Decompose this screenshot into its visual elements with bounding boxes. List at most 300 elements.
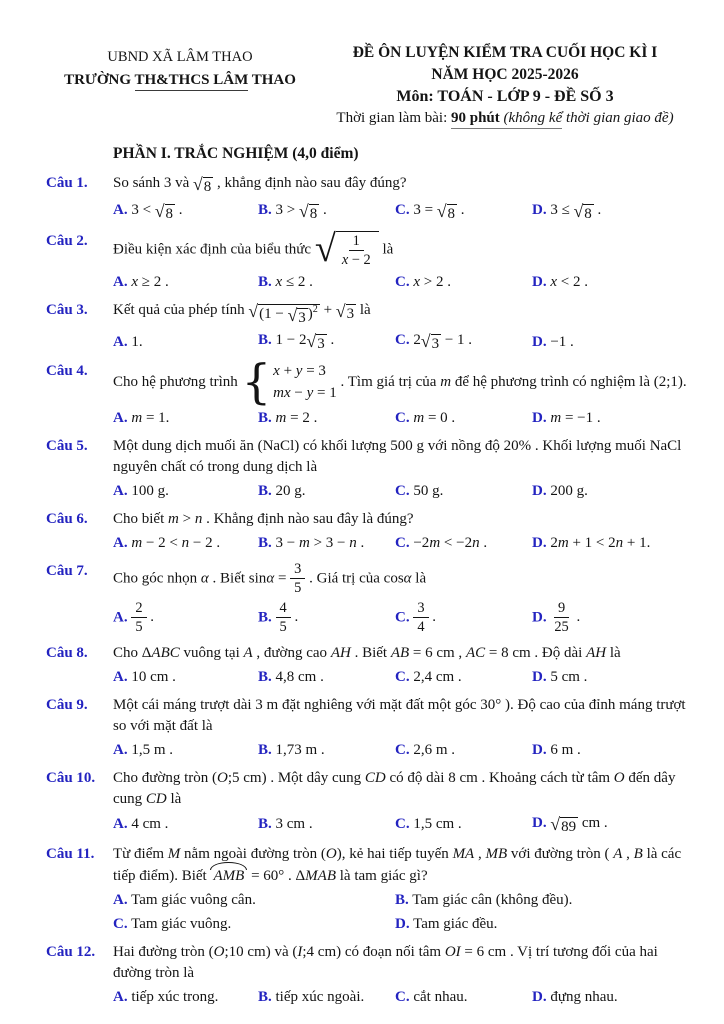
question-label: Câu 3. <box>46 301 88 318</box>
option-text: x ≥ 2 . <box>131 273 169 290</box>
question-row <box>46 173 696 197</box>
time-duration: 90 phút <box>451 110 500 126</box>
option-text: tiếp xúc ngoài. <box>275 988 365 1005</box>
option-letter: A. <box>113 333 128 350</box>
option <box>113 667 258 688</box>
option <box>395 330 532 354</box>
option-letter: B. <box>395 891 409 908</box>
option-letter: B. <box>258 988 272 1005</box>
option <box>113 814 258 835</box>
radical-sign-icon: √ <box>193 174 203 194</box>
option <box>113 272 258 293</box>
option-letter: B. <box>258 273 272 290</box>
radical-sign-icon: √ <box>248 300 259 321</box>
option-letter: B. <box>258 668 272 685</box>
option <box>532 200 696 224</box>
radical-sign-icon: √ <box>298 200 309 221</box>
math-variable: AC <box>465 644 486 661</box>
numerator: 9 <box>554 600 569 619</box>
math-variable: mx <box>273 384 291 401</box>
option-letter: C. <box>395 668 410 685</box>
option-letter: D. <box>532 741 547 758</box>
radicand <box>336 231 379 269</box>
option-text: 4 cm . <box>131 816 169 833</box>
question-label: Câu 2. <box>46 232 88 249</box>
math-variable: O <box>325 845 337 862</box>
option-letter: C. <box>395 534 410 551</box>
option-letter: B. <box>258 816 272 833</box>
system-row: x + y = 3 <box>273 363 326 380</box>
option-text: x ≤ 2 . <box>275 273 313 290</box>
question-text: So sánh 3 và √ 8 , khẳng định nào sau đây đúng? <box>113 174 407 195</box>
question <box>46 173 696 224</box>
option-letter: D. <box>532 273 547 290</box>
system-rows <box>271 361 337 405</box>
radicand: 8 <box>447 205 456 222</box>
math-variable: OI <box>444 943 461 960</box>
numerator: 4 <box>276 600 291 619</box>
brace-icon: { <box>241 354 272 409</box>
radical-sign-icon: √ <box>314 227 336 270</box>
section-title: PHẦN I. TRẮC NGHIỆM (4,0 điểm) <box>113 145 359 162</box>
fraction <box>413 600 428 636</box>
question-label: Câu 7. <box>46 562 88 579</box>
option-letter: D. <box>532 201 547 218</box>
option-text: x < 2 . <box>550 273 588 290</box>
question-row <box>46 561 696 597</box>
radical-sign-icon: √ <box>420 331 431 352</box>
option-text: 1,5 cm . <box>413 816 462 833</box>
option-letter: D. <box>532 988 547 1005</box>
math-variable: m <box>131 409 143 426</box>
option-text: m = −1 . <box>550 409 601 426</box>
math-variable: MAB <box>305 867 336 884</box>
option-letter: B. <box>258 409 272 426</box>
school-name-pre: TRƯỜNG <box>64 72 135 88</box>
question <box>46 942 696 1008</box>
square-root <box>154 200 175 224</box>
math-variable: O <box>613 769 625 786</box>
fraction <box>276 600 291 636</box>
denominator: 5 <box>279 619 287 636</box>
radical-sign-icon: √ <box>550 813 561 834</box>
option <box>395 914 696 935</box>
radical-sign-icon: √ <box>335 300 346 321</box>
question-text: Cho biết m > n . Khẳng định nào sau đây là đúng? <box>113 510 414 527</box>
question-row <box>46 768 696 810</box>
option-text: 6 m . <box>550 741 581 758</box>
question-row <box>46 942 696 984</box>
radical-sign-icon: √ <box>154 200 165 221</box>
radicand: 3 <box>298 309 306 326</box>
option-text: Tam giác cân (không đều). <box>412 891 573 908</box>
square-root <box>298 200 319 224</box>
math-variable: M <box>167 845 181 862</box>
math-variable: I <box>297 943 303 960</box>
math-variable: n <box>194 510 203 527</box>
math-variable: m <box>440 374 452 391</box>
options-grid <box>113 813 696 837</box>
math-variable: n <box>181 534 190 551</box>
square-root <box>436 200 457 224</box>
option <box>113 200 258 224</box>
option <box>258 272 395 293</box>
question-label: Câu 1. <box>46 175 88 191</box>
question-text: Cho ΔABC vuông tại A , đường cao AH . Biết AB = 6 cm , AC = 8 cm . Độ dài AH là <box>113 644 621 661</box>
math-variable: AH <box>586 644 607 661</box>
option-letter: A. <box>113 482 128 499</box>
fraction <box>131 600 146 636</box>
option-letter: C. <box>395 482 410 499</box>
org-name: UBND XÃ LÂM THAO <box>107 49 253 65</box>
option <box>258 740 395 761</box>
option <box>532 667 696 688</box>
option-letter: B. <box>258 741 272 758</box>
option <box>395 890 696 911</box>
option-letter: C. <box>395 609 410 626</box>
option-text: 4,8 cm . <box>275 668 324 685</box>
square-root <box>573 200 594 224</box>
radicand: 8 <box>309 205 318 222</box>
header-left <box>46 42 314 130</box>
question-text: Từ điểm M nằm ngoài đường tròn (O), kẻ hai tiếp tuyến MA , MB với đường tròn ( A , B là các tiếp điểm). Biết AMB = 60° . ΔMAB là tam giác gì? <box>113 844 696 887</box>
option <box>395 272 532 293</box>
option <box>113 533 258 554</box>
option <box>258 481 395 502</box>
options-grid <box>113 481 696 502</box>
option-letter: D. <box>532 814 547 831</box>
question <box>46 643 696 688</box>
options-grid <box>113 987 696 1008</box>
math-variable: AB <box>390 644 410 661</box>
math-variable: x <box>341 252 349 269</box>
option-letter: D. <box>532 668 547 685</box>
radicand: 8 <box>203 179 212 195</box>
option-letter: A. <box>113 988 128 1005</box>
question-text: Cho đường tròn (O;5 cm) . Một dây cung CD có độ dài 8 cm . Khoảng cách từ tâm O đến dây cung CD là <box>113 769 676 807</box>
math-variable: B <box>633 845 643 862</box>
option-text: 20 g. <box>275 482 306 499</box>
option <box>113 890 395 911</box>
option-letter: A. <box>113 741 128 758</box>
option-text: Tam giác vuông. <box>131 915 232 932</box>
fraction <box>550 600 572 636</box>
math-variable: AH <box>330 644 351 661</box>
numerator: 3 <box>413 600 428 619</box>
option-text: Tam giác đều. <box>413 915 498 932</box>
radicand: 89 <box>561 818 577 835</box>
option-letter: A. <box>113 891 128 908</box>
math-variable: y <box>295 363 303 380</box>
math-variable: m <box>168 510 179 527</box>
questions-list <box>46 173 696 1008</box>
option <box>395 740 532 761</box>
option-text: 3 − m > 3 − n . <box>275 534 365 551</box>
question-row <box>46 436 696 478</box>
options-grid <box>113 408 696 429</box>
option <box>532 740 696 761</box>
option-letter: C. <box>395 273 410 290</box>
math-variable: CD <box>145 790 167 807</box>
option-letter: A. <box>113 668 128 685</box>
question-label: Câu 8. <box>46 644 88 661</box>
math-variable: x <box>550 273 558 290</box>
exam-title: ĐỀ ÔN LUYỆN KIỂM TRA CUỐI HỌC KÌ I <box>352 44 658 61</box>
option <box>395 667 532 688</box>
option-text: −2m < −2n . <box>413 534 488 551</box>
square-root <box>420 331 441 354</box>
question-label: Câu 9. <box>46 696 88 713</box>
radicand: 8 <box>584 205 592 222</box>
option-letter: B. <box>258 332 272 349</box>
question-label: Câu 4. <box>46 363 88 380</box>
math-variable: α <box>200 570 209 587</box>
radical-sign-icon: √ <box>436 200 447 221</box>
math-variable: m <box>413 409 425 426</box>
option-letter: D. <box>532 609 547 626</box>
options-grid <box>113 740 696 761</box>
radicand: 3 <box>317 336 325 353</box>
time-note-underlined: (không kể <box>499 110 563 126</box>
option <box>258 533 395 554</box>
option-letter: D. <box>532 482 547 499</box>
option-letter: B. <box>258 609 272 626</box>
option-text: 3 > √ 8 . <box>275 200 327 222</box>
option <box>258 200 395 224</box>
fraction <box>290 561 305 597</box>
option-text: cắt nhau. <box>413 988 468 1005</box>
question <box>46 695 696 761</box>
option <box>395 408 532 429</box>
option <box>258 330 395 354</box>
option-letter: C. <box>395 409 410 426</box>
question-text: Điều kiện xác định của biểu thức √ $\frac{1}{x - 2}$ là <box>113 227 394 270</box>
square-root <box>193 174 213 197</box>
radicand: (1 − √ 3 )$^2$ <box>259 303 318 326</box>
option-text: 3 cm . <box>275 816 313 833</box>
math-variable: x <box>413 273 421 290</box>
math-variable: MA <box>452 845 475 862</box>
option <box>395 987 532 1008</box>
option-text: 2,6 m . <box>413 741 456 758</box>
option-letter: A. <box>113 201 128 218</box>
option-letter: C. <box>395 816 410 833</box>
option <box>113 408 258 429</box>
math-variable: n <box>472 534 480 551</box>
option-letter: A. <box>113 534 128 551</box>
math-variable: m <box>131 534 143 551</box>
option-text: Tam giác vuông cân. <box>131 891 256 908</box>
time-underlined <box>451 110 562 129</box>
option-letter: C. <box>113 915 128 932</box>
option <box>258 814 395 835</box>
math-variable: CD <box>364 769 386 786</box>
school-name-rest: THAO <box>248 72 296 88</box>
options-grid <box>113 200 696 224</box>
option-text: $\frac{9}{25}$ . <box>550 609 580 625</box>
math-variable: x <box>275 273 283 290</box>
square-root <box>314 227 379 270</box>
option-letter: C. <box>395 988 410 1005</box>
option <box>532 408 696 429</box>
option-text: 5 cm . <box>550 668 588 685</box>
question-label: Câu 10. <box>46 769 96 786</box>
option <box>258 600 395 636</box>
option <box>395 533 532 554</box>
option-letter: A. <box>113 816 128 833</box>
math-variable: m <box>275 409 287 426</box>
question-text: Cho hệ phương trình { x + y = 3 mx − y = 1 . Tìm giá trị của m để hệ phương trình có nghiệm là (2;1). <box>113 354 687 409</box>
option <box>532 987 696 1008</box>
equation-system <box>241 354 337 409</box>
option-letter: C. <box>395 201 410 218</box>
question-row <box>46 695 696 737</box>
options-grid <box>113 533 696 554</box>
math-variable: n <box>615 534 624 551</box>
math-variable: m <box>429 534 441 551</box>
question-text: Một cái máng trượt dài 3 m đặt nghiêng với mặt đất một góc 30° ). Độ cao của đỉnh máng trượt so với mặt đất là <box>113 696 686 734</box>
question-row <box>46 227 696 270</box>
option <box>532 481 696 502</box>
math-variable: A <box>243 644 253 661</box>
question-text: Hai đường tròn (O;10 cm) và (I;4 cm) có đoạn nối tâm OI = 6 cm . Vị trí tương đối của hai đường tròn là <box>113 943 658 981</box>
radical-sign-icon: √ <box>573 200 584 221</box>
option <box>258 667 395 688</box>
question <box>46 844 696 935</box>
exam-header <box>46 42 696 130</box>
option-letter: D. <box>532 333 547 350</box>
option-text: 2,4 cm . <box>413 668 462 685</box>
question <box>46 509 696 554</box>
time-note-rest: thời gian giao đề) <box>562 110 674 126</box>
option <box>113 600 258 636</box>
option <box>395 481 532 502</box>
option-text: 1. <box>131 333 143 350</box>
options-grid <box>113 330 696 354</box>
option-text: 3 < √ 8 . <box>131 200 183 222</box>
radical-sign-icon: √ <box>306 331 317 352</box>
square-root <box>248 300 320 328</box>
square-root <box>287 304 308 328</box>
question <box>46 227 696 293</box>
option-letter: B. <box>258 201 272 218</box>
options-grid <box>113 667 696 688</box>
option-text: m = 2 . <box>275 409 318 426</box>
option-text: −1 . <box>550 333 574 350</box>
square-root <box>335 300 356 324</box>
option-text: tiếp xúc trong. <box>131 988 219 1005</box>
options-grid <box>113 600 696 636</box>
option-text: m − 2 < n − 2 . <box>131 534 221 551</box>
option <box>395 814 532 835</box>
school-name-underlined: TH&THCS LÂM <box>135 72 249 91</box>
question-label: Câu 12. <box>46 943 96 960</box>
option <box>258 987 395 1008</box>
time-line <box>314 108 696 129</box>
option-text: $\frac{2}{5}$ . <box>131 609 154 625</box>
denominator: 5 <box>294 580 302 597</box>
option-text: 200 g. <box>550 482 588 499</box>
question-text: Kết quả của phép tính √ (1 − √ 3 )$^2$ + √ 3 là <box>113 300 371 326</box>
question-label: Câu 6. <box>46 510 88 527</box>
option-text: 1,73 m . <box>275 741 325 758</box>
school-name <box>46 70 314 91</box>
school-year: NĂM HỌC 2025-2026 <box>431 66 579 83</box>
option-letter: D. <box>532 409 547 426</box>
question-label: Câu 11. <box>46 845 95 862</box>
question-row <box>46 643 696 664</box>
option-text: 3 ≤ √ 8 . <box>550 200 602 222</box>
option-text: 50 g. <box>413 482 444 499</box>
option-letter: C. <box>395 332 410 349</box>
math-variable: x <box>273 363 280 380</box>
radical-sign-icon: √ <box>287 304 298 325</box>
question-text: Cho góc nhọn α . Biết sinα = $\frac{3}{5}$ . Giá trị của cosα là <box>113 560 427 597</box>
option <box>113 987 258 1008</box>
option-text: đựng nhau. <box>550 988 618 1005</box>
option <box>532 600 696 636</box>
math-variable: x <box>131 273 139 290</box>
numerator: 1 <box>349 233 364 252</box>
math-variable: ABC <box>151 644 180 661</box>
radicand: 3 <box>431 336 440 353</box>
option <box>395 200 532 224</box>
numerator: 3 <box>290 561 305 580</box>
option <box>532 813 696 837</box>
radicand: 3 <box>346 305 355 322</box>
question-row <box>46 844 696 887</box>
question <box>46 561 696 636</box>
denominator: 4 <box>417 619 425 636</box>
option-letter: B. <box>258 534 272 551</box>
square-root <box>550 813 578 837</box>
math-variable: O <box>213 943 225 960</box>
math-variable: y <box>306 384 314 401</box>
question <box>46 768 696 837</box>
option <box>113 914 395 935</box>
denominator: x − 2 <box>341 252 371 269</box>
radicand: 8 <box>165 205 174 222</box>
numerator: 2 <box>131 600 146 619</box>
option-text: 2 √ 3 − 1 . <box>413 331 473 353</box>
options-grid <box>113 890 696 935</box>
option <box>532 533 696 554</box>
denominator: 5 <box>135 619 143 636</box>
math-variable: O <box>216 769 228 786</box>
option <box>113 481 258 502</box>
math-variable: α <box>403 570 412 587</box>
math-variable: α <box>266 570 275 587</box>
option-text: 10 cm . <box>131 668 176 685</box>
option-text: $\frac{4}{5}$ . <box>276 609 299 625</box>
option <box>258 408 395 429</box>
option <box>532 332 696 353</box>
option <box>113 332 258 353</box>
math-variable: n <box>349 534 357 551</box>
option-letter: B. <box>258 482 272 499</box>
superscript: 2 <box>312 303 318 315</box>
question <box>46 436 696 502</box>
square-root <box>306 331 326 354</box>
time-prefix: Thời gian làm bài: <box>336 110 451 126</box>
option-text: $\frac{3}{4}$ . <box>413 609 436 625</box>
options-grid <box>113 272 696 293</box>
question <box>46 300 696 355</box>
option-text: 100 g. <box>131 482 169 499</box>
subject-line: Môn: TOÁN - LỚP 9 - ĐỀ SỐ 3 <box>396 88 614 105</box>
option-text: 3 = √ 8 . <box>413 200 465 222</box>
question-row <box>46 509 696 530</box>
